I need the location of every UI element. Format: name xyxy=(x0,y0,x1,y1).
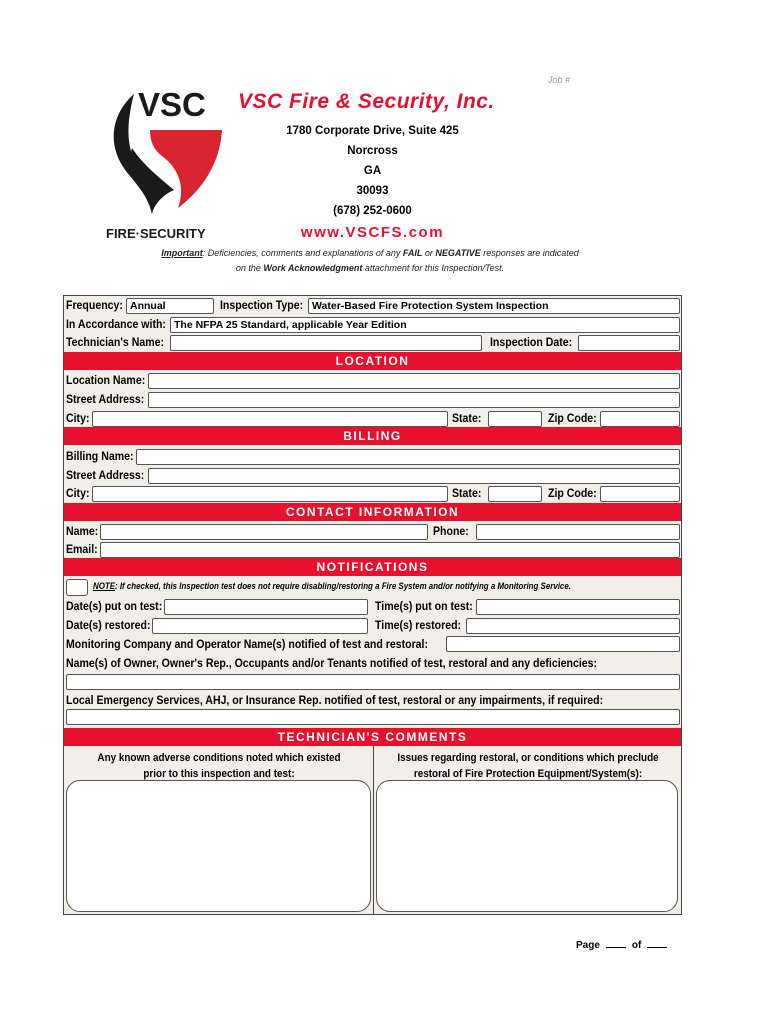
address-zip: 30093 xyxy=(356,185,389,197)
inspection-type-label: Inspection Type: xyxy=(220,298,304,312)
inspection-date-field[interactable] xyxy=(578,335,680,351)
times-restored-field[interactable] xyxy=(466,618,680,634)
monitoring-field[interactable] xyxy=(446,636,680,652)
left-comments-textarea[interactable] xyxy=(66,780,371,912)
note-text: : If checked, this Inspection test does not require disabling/restoring a Fire System and/or notifying a Monitoring Service. xyxy=(115,581,571,591)
location-state-label: State: xyxy=(452,411,482,425)
right-comments-heading: Issues regarding restoral, or conditions which preclude restoral of Fire Protection Equipment/System(s): xyxy=(397,752,659,780)
emergency-label: Local Emergency Services, AHJ, or Insurance Rep. notified of test, restoral or any impairments, if required: xyxy=(66,693,604,707)
notification-note xyxy=(93,581,571,591)
times-put-field[interactable] xyxy=(476,599,680,615)
important-line2-a: on the xyxy=(235,263,264,273)
company-phone: (678) 252-0600 xyxy=(333,205,412,217)
company-website[interactable]: www.VSCFS.com xyxy=(300,224,445,241)
page-indicator xyxy=(576,940,673,951)
company-name: VSC Fire & Security, Inc. xyxy=(238,90,495,113)
important-work-ack: Work Acknowledgment xyxy=(263,263,363,273)
location-zip-field[interactable] xyxy=(600,411,680,427)
location-street-field[interactable] xyxy=(148,392,680,408)
right-comments-textarea[interactable] xyxy=(376,780,678,912)
location-zip-label: Zip Code: xyxy=(548,411,597,425)
location-name-field[interactable] xyxy=(148,373,680,389)
times-restored-label: Time(s) restored: xyxy=(375,618,462,632)
times-put-label: Time(s) put on test: xyxy=(375,599,473,613)
location-state-field[interactable] xyxy=(488,411,542,427)
note-label: NOTE xyxy=(93,581,116,591)
accordance-field[interactable]: The NFPA 25 Standard, applicable Year Edition xyxy=(170,317,680,333)
owner-field[interactable] xyxy=(66,674,680,690)
billing-street-field[interactable] xyxy=(148,468,680,484)
dates-restored-label: Date(s) restored: xyxy=(66,618,151,632)
contact-email-label: Email: xyxy=(66,542,98,556)
address-city: Norcross xyxy=(347,145,398,157)
technician-field[interactable] xyxy=(170,335,482,351)
of-label: of xyxy=(631,940,642,951)
emergency-field[interactable] xyxy=(66,709,680,725)
job-number-label: Job # xyxy=(548,75,571,85)
frequency-field[interactable]: Annual xyxy=(126,298,214,314)
logo-tagline: FIRE·SECURITY xyxy=(106,226,206,241)
contact-name-label: Name: xyxy=(66,524,99,538)
inspection-type-field[interactable]: Water-Based Fire Protection System Inspection xyxy=(308,298,680,314)
contact-name-field[interactable] xyxy=(100,524,428,540)
important-text: : Deficiencies, comments and explanations of any xyxy=(202,248,403,258)
address-line1: 1780 Corporate Drive, Suite 425 xyxy=(286,125,459,137)
contact-email-field[interactable] xyxy=(100,542,680,558)
notifications-header: NOTIFICATIONS xyxy=(64,558,681,576)
company-logo xyxy=(104,86,234,241)
important-text-2: responses are indicated xyxy=(480,248,579,258)
page-label: Page xyxy=(576,940,600,951)
page-total-blank xyxy=(647,947,667,948)
inspection-date-label: Inspection Date: xyxy=(490,335,573,349)
dates-restored-field[interactable] xyxy=(152,618,368,634)
contact-phone-field[interactable] xyxy=(476,524,680,540)
monitoring-label: Monitoring Company and Operator Name(s) notified of test and restoral: xyxy=(66,637,429,651)
accordance-label: In Accordance with: xyxy=(66,317,166,331)
important-label: Important xyxy=(161,248,203,258)
dates-put-label: Date(s) put on test: xyxy=(66,599,163,613)
important-negative: NEGATIVE xyxy=(435,248,481,258)
billing-zip-field[interactable] xyxy=(600,486,680,502)
contact-header: CONTACT INFORMATION xyxy=(64,503,681,521)
comments-header: TECHNICIAN'S COMMENTS xyxy=(64,728,681,746)
location-header: LOCATION xyxy=(64,352,681,370)
important-notice xyxy=(110,246,630,276)
billing-street-label: Street Address: xyxy=(66,468,145,482)
billing-state-field[interactable] xyxy=(488,486,542,502)
billing-name-label: Billing Name: xyxy=(66,449,134,463)
important-fail: FAIL xyxy=(402,248,423,258)
address-state: GA xyxy=(363,165,382,177)
billing-city-field[interactable] xyxy=(92,486,448,502)
comments-divider xyxy=(373,746,374,915)
left-comments-heading: Any known adverse conditions noted which existed prior to this inspection and test: xyxy=(97,752,341,780)
contact-phone-label: Phone: xyxy=(433,524,469,538)
no-disable-checkbox[interactable] xyxy=(66,579,88,596)
billing-zip-label: Zip Code: xyxy=(548,486,597,500)
location-street-label: Street Address: xyxy=(66,392,145,406)
location-city-field[interactable] xyxy=(92,411,448,427)
billing-name-field[interactable] xyxy=(136,449,680,465)
location-city-label: City: xyxy=(66,411,90,425)
billing-header: BILLING xyxy=(64,427,681,445)
billing-city-label: City: xyxy=(66,486,90,500)
dates-put-field[interactable] xyxy=(164,599,368,615)
important-or: or xyxy=(422,248,436,258)
location-name-label: Location Name: xyxy=(66,373,146,387)
logo-text: VSC xyxy=(138,86,206,123)
important-line2-b: attachment for this Inspection/Test. xyxy=(362,263,505,273)
owner-label: Name(s) of Owner, Owner's Rep., Occupants and/or Tenants notified of test, restoral and any deficiencies: xyxy=(66,656,598,670)
frequency-label: Frequency: xyxy=(66,298,123,312)
technician-label: Technician's Name: xyxy=(66,335,164,349)
billing-state-label: State: xyxy=(452,486,482,500)
page-number-blank xyxy=(606,947,626,948)
